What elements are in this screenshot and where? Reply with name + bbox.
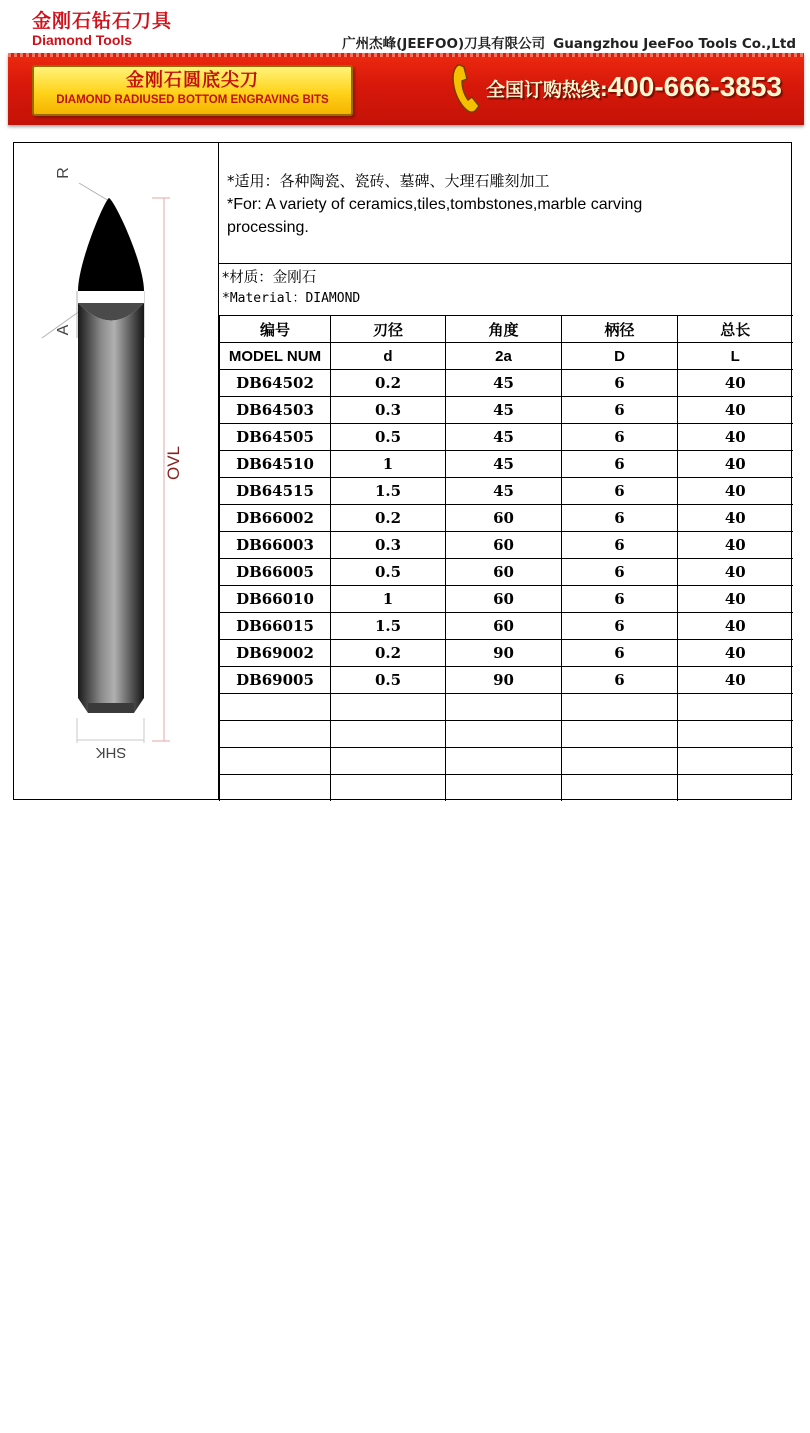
spec-cell <box>562 694 678 721</box>
spec-cell: 40 <box>678 397 793 424</box>
spec-cell: 60 <box>446 586 562 613</box>
spec-cell: 6 <box>562 586 678 613</box>
spec-cell: 45 <box>446 478 562 505</box>
application-en: *For: A variety of ceramics,tiles,tombstones,marble carving processing. <box>227 196 643 236</box>
spec-cell <box>678 694 793 721</box>
spec-cell: 40 <box>678 586 793 613</box>
material-cn: *材质：金刚石 <box>222 270 317 286</box>
model-cell: DB66002 <box>220 505 331 532</box>
spec-cell: 40 <box>678 505 793 532</box>
hotline <box>486 71 782 103</box>
spec-cell: 0.5 <box>331 559 446 586</box>
table-row <box>220 424 793 451</box>
model-cell: DB66015 <box>220 613 331 640</box>
spec-cell: 40 <box>678 451 793 478</box>
spec-cell <box>331 694 446 721</box>
spec-cell <box>446 721 562 748</box>
hotline-number: 400-666-3853 <box>607 71 782 102</box>
spec-cell: 0.2 <box>331 640 446 667</box>
table-row <box>220 478 793 505</box>
spec-cell: 45 <box>446 451 562 478</box>
spec-cell: 60 <box>446 613 562 640</box>
spec-cell <box>331 748 446 775</box>
spec-cell <box>562 721 678 748</box>
label-r: R <box>55 167 72 179</box>
spec-cell: 40 <box>678 478 793 505</box>
engraving-bit-diagram <box>14 143 218 799</box>
spec-cell <box>678 721 793 748</box>
spec-cell: 0.5 <box>331 424 446 451</box>
spec-cell: 1.5 <box>331 478 446 505</box>
product-banner <box>8 53 804 125</box>
product-title-en: DIAMOND RADIUSED BOTTOM ENGRAVING BITS <box>56 94 329 106</box>
spec-cell: 40 <box>678 559 793 586</box>
application-description <box>219 143 791 264</box>
spec-cell: D <box>562 343 678 370</box>
spec-cell: 60 <box>446 559 562 586</box>
spec-cell: 40 <box>678 532 793 559</box>
spec-cell <box>562 775 678 802</box>
spec-cell: 40 <box>678 640 793 667</box>
model-cell: DB64515 <box>220 478 331 505</box>
spec-cell: 40 <box>678 667 793 694</box>
spec-table <box>219 315 793 801</box>
table-row <box>220 451 793 478</box>
spec-cell <box>678 748 793 775</box>
spec-cell: 40 <box>678 370 793 397</box>
brand-name-cn: 金刚石钻石刀具 <box>32 10 173 32</box>
spec-cell: 40 <box>678 613 793 640</box>
spec-cell: 6 <box>562 424 678 451</box>
table-row <box>220 397 793 424</box>
spec-cell: 40 <box>678 424 793 451</box>
table-row <box>220 613 793 640</box>
spec-cell: 刃径 <box>331 316 446 343</box>
table-row <box>220 532 793 559</box>
model-cell <box>220 775 331 802</box>
spec-cell: 45 <box>446 370 562 397</box>
model-cell: DB64505 <box>220 424 331 451</box>
spec-cell: 60 <box>446 532 562 559</box>
table-row <box>220 694 793 721</box>
spec-cell: 1 <box>331 586 446 613</box>
spec-cell: 6 <box>562 478 678 505</box>
brand-logo <box>32 10 172 48</box>
model-cell: DB64502 <box>220 370 331 397</box>
material-info <box>219 264 791 316</box>
table-row <box>220 775 793 802</box>
table-row <box>220 667 793 694</box>
table-row <box>220 586 793 613</box>
product-spec-sheet <box>13 142 792 800</box>
spec-cell: 6 <box>562 532 678 559</box>
spec-cell: 2a <box>446 343 562 370</box>
spec-cell <box>446 694 562 721</box>
spec-cell: 0.2 <box>331 370 446 397</box>
spec-cell <box>446 748 562 775</box>
model-cell: DB69002 <box>220 640 331 667</box>
hotline-label: 全国订购热线: <box>486 79 608 101</box>
spec-cell: 0.2 <box>331 505 446 532</box>
label-a: A <box>55 324 72 336</box>
spec-cell: 45 <box>446 397 562 424</box>
model-cell: DB64503 <box>220 397 331 424</box>
spec-cell <box>446 775 562 802</box>
table-row <box>220 559 793 586</box>
spec-cell: 0.3 <box>331 397 446 424</box>
spec-cell <box>331 721 446 748</box>
model-cell: DB66010 <box>220 586 331 613</box>
model-cell: MODEL NUM <box>220 343 331 370</box>
spec-cell: 6 <box>562 451 678 478</box>
spec-cell <box>331 775 446 802</box>
table-row <box>220 721 793 748</box>
spec-cell <box>562 748 678 775</box>
spec-cell: 6 <box>562 370 678 397</box>
label-ovl: OVL <box>164 445 183 481</box>
spec-cell: 1.5 <box>331 613 446 640</box>
model-cell <box>220 748 331 775</box>
company-name-en: Guangzhou JeeFoo Tools Co.,Ltd <box>553 36 796 52</box>
product-title-cn: 金刚石圆底尖刀 <box>126 70 259 91</box>
company-name-cn: 广州杰峰(JEEFOO)刀具有限公司 <box>342 36 546 52</box>
model-cell: DB66005 <box>220 559 331 586</box>
spec-cell <box>678 775 793 802</box>
spec-cell: 90 <box>446 640 562 667</box>
spec-cell: 0.5 <box>331 667 446 694</box>
model-cell: DB64510 <box>220 451 331 478</box>
spec-cell: 6 <box>562 505 678 532</box>
spec-cell: 6 <box>562 559 678 586</box>
company-name <box>342 32 796 52</box>
table-header-en <box>220 343 793 370</box>
spec-cell: 柄径 <box>562 316 678 343</box>
spec-cell: 总长 <box>678 316 793 343</box>
phone-icon <box>450 61 484 115</box>
model-cell <box>220 694 331 721</box>
spec-cell: 6 <box>562 640 678 667</box>
spec-cell: 6 <box>562 667 678 694</box>
spec-cell: 45 <box>446 424 562 451</box>
tool-drawing <box>14 143 219 799</box>
spec-cell: 1 <box>331 451 446 478</box>
product-title-tag <box>32 65 353 116</box>
table-row <box>220 640 793 667</box>
spec-cell: 6 <box>562 397 678 424</box>
material-en: *Material：DIAMOND <box>222 291 361 306</box>
label-shk: SHK <box>95 744 127 761</box>
table-row <box>220 748 793 775</box>
spec-cell: d <box>331 343 446 370</box>
spec-cell: 0.3 <box>331 532 446 559</box>
model-cell <box>220 721 331 748</box>
model-cell: 编号 <box>220 316 331 343</box>
spec-cell: L <box>678 343 793 370</box>
brand-name-en: Diamond Tools <box>32 32 133 48</box>
table-header-cn <box>220 316 793 343</box>
spec-cell: 90 <box>446 667 562 694</box>
model-cell: DB66003 <box>220 532 331 559</box>
spec-cell: 角度 <box>446 316 562 343</box>
application-cn: *适用：各种陶瓷、瓷砖、墓碑、大理石雕刻加工 <box>227 172 550 190</box>
spec-cell: 60 <box>446 505 562 532</box>
spec-cell: 6 <box>562 613 678 640</box>
table-row <box>220 505 793 532</box>
table-row <box>220 370 793 397</box>
model-cell: DB69005 <box>220 667 331 694</box>
